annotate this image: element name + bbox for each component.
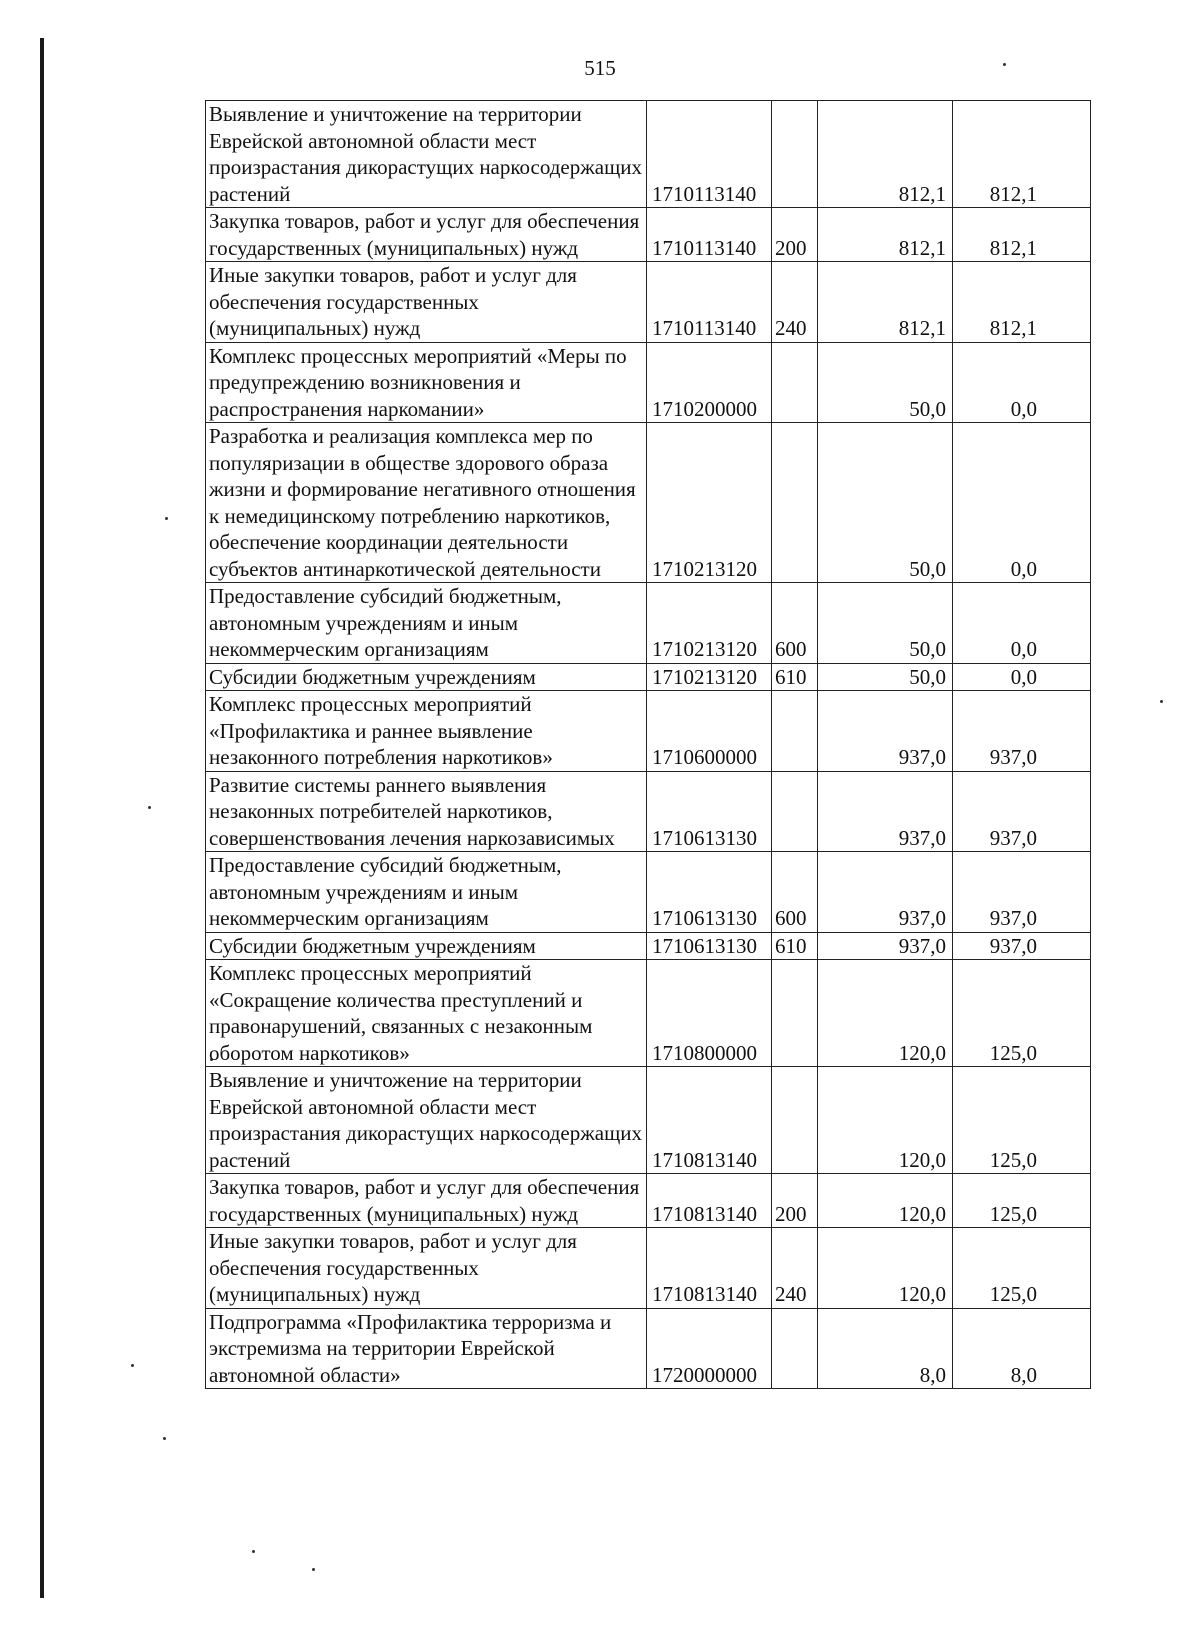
row-expense-type-cell: 200 [772, 1174, 818, 1228]
scan-speck [1003, 63, 1006, 66]
table-row [206, 663, 1091, 691]
table-body [206, 101, 1091, 1389]
row-sum-first-cell: 937,0 [818, 852, 953, 933]
row-target-code-cell: 1710813140 [647, 1067, 772, 1174]
row-sum-first-cell: 120,0 [818, 1228, 953, 1309]
row-sum-first-cell: 937,0 [818, 932, 953, 960]
row-sum-first-cell: 50,0 [818, 342, 953, 423]
table-row [206, 932, 1091, 960]
row-sum-second-cell: 937,0 [953, 771, 1091, 852]
row-name-cell: Комплекс процессных мероприятий «Профилактика и раннее выявление незаконного потребления наркотиков» [206, 691, 647, 772]
row-expense-type-cell [772, 342, 818, 423]
table-row [206, 1228, 1091, 1309]
row-sum-second-cell: 125,0 [953, 960, 1091, 1067]
row-expense-type-cell [772, 1308, 818, 1389]
table-row [206, 852, 1091, 933]
row-expense-type-cell [772, 691, 818, 772]
binding-margin-line [40, 38, 44, 1598]
row-expense-type-cell [772, 1067, 818, 1174]
row-target-code-cell: 1710813140 [647, 1174, 772, 1228]
row-target-code-cell: 1710613130 [647, 771, 772, 852]
row-target-code-cell: 1710113140 [647, 208, 772, 262]
table-row [206, 262, 1091, 343]
row-expense-type-cell [772, 771, 818, 852]
scan-speck [1160, 700, 1163, 703]
row-expense-type-cell: 240 [772, 1228, 818, 1309]
row-sum-second-cell: 937,0 [953, 932, 1091, 960]
row-sum-first-cell: 120,0 [818, 960, 953, 1067]
row-sum-second-cell: 0,0 [953, 583, 1091, 664]
row-target-code-cell: 1710813140 [647, 1228, 772, 1309]
row-target-code-cell: 1710613130 [647, 852, 772, 933]
row-expense-type-cell: 610 [772, 932, 818, 960]
table-row [206, 1174, 1091, 1228]
table-row [206, 960, 1091, 1067]
table-row [206, 208, 1091, 262]
row-sum-first-cell: 8,0 [818, 1308, 953, 1389]
row-sum-first-cell: 50,0 [818, 663, 953, 691]
row-sum-first-cell: 50,0 [818, 423, 953, 583]
scan-speck [252, 1550, 255, 1553]
row-name-cell: Выявление и уничтожение на территории Еврейской автономной области мест произрастания дикорастущих наркосодержащих растений [206, 1067, 647, 1174]
row-name-cell: Субсидии бюджетным учреждениям [206, 663, 647, 691]
row-target-code-cell: 1710113140 [647, 101, 772, 208]
row-expense-type-cell: 610 [772, 663, 818, 691]
row-sum-second-cell: 812,1 [953, 262, 1091, 343]
row-target-code-cell: 1710800000 [647, 960, 772, 1067]
row-sum-second-cell: 0,0 [953, 663, 1091, 691]
row-target-code-cell: 1710213120 [647, 423, 772, 583]
row-sum-second-cell: 0,0 [953, 342, 1091, 423]
row-sum-first-cell: 937,0 [818, 691, 953, 772]
table-row [206, 101, 1091, 208]
scan-speck [131, 1364, 134, 1367]
row-sum-second-cell: 937,0 [953, 852, 1091, 933]
row-sum-first-cell: 812,1 [818, 101, 953, 208]
row-name-cell: Выявление и уничтожение на территории Еврейской автономной области мест произрастания дикорастущих наркосодержащих растений [206, 101, 647, 208]
row-expense-type-cell: 600 [772, 583, 818, 664]
page-number: 515 [584, 56, 616, 80]
row-sum-second-cell: 125,0 [953, 1067, 1091, 1174]
row-name-cell: Субсидии бюджетным учреждениям [206, 932, 647, 960]
scan-speck [148, 806, 151, 809]
table-row [206, 771, 1091, 852]
row-expense-type-cell: 600 [772, 852, 818, 933]
row-expense-type-cell [772, 423, 818, 583]
scan-speck [312, 1568, 315, 1571]
row-name-cell: Комплекс процессных мероприятий «Меры по предупреждению возникновения и распространения наркомании» [206, 342, 647, 423]
row-sum-second-cell: 8,0 [953, 1308, 1091, 1389]
row-target-code-cell: 1710200000 [647, 342, 772, 423]
row-name-cell: Закупка товаров, работ и услуг для обеспечения государственных (муниципальных) нужд [206, 1174, 647, 1228]
scan-speck [163, 1437, 166, 1440]
row-sum-first-cell: 812,1 [818, 208, 953, 262]
row-sum-second-cell: 812,1 [953, 208, 1091, 262]
row-target-code-cell: 1710613130 [647, 932, 772, 960]
row-sum-second-cell: 125,0 [953, 1228, 1091, 1309]
row-sum-second-cell: 0,0 [953, 423, 1091, 583]
row-sum-first-cell: 50,0 [818, 583, 953, 664]
row-sum-second-cell: 125,0 [953, 1174, 1091, 1228]
row-expense-type-cell [772, 101, 818, 208]
row-sum-first-cell: 120,0 [818, 1067, 953, 1174]
row-target-code-cell: 1710113140 [647, 262, 772, 343]
table-row [206, 691, 1091, 772]
row-sum-first-cell: 937,0 [818, 771, 953, 852]
table-row [206, 583, 1091, 664]
row-name-cell: Подпрограмма «Профилактика терроризма и экстремизма на территории Еврейской автономной области» [206, 1308, 647, 1389]
row-target-code-cell: 1720000000 [647, 1308, 772, 1389]
table-row [206, 342, 1091, 423]
row-name-cell: Закупка товаров, работ и услуг для обеспечения государственных (муниципальных) нужд [206, 208, 647, 262]
row-sum-second-cell: 812,1 [953, 101, 1091, 208]
row-target-code-cell: 1710213120 [647, 583, 772, 664]
row-name-cell: Иные закупки товаров, работ и услуг для обеспечения государственных (муниципальных) нужд [206, 1228, 647, 1309]
row-sum-first-cell: 120,0 [818, 1174, 953, 1228]
row-name-cell: Предоставление субсидий бюджетным, автономным учреждениям и иным некоммерческим организациям [206, 852, 647, 933]
table-row [206, 1067, 1091, 1174]
row-name-cell: Комплекс процессных мероприятий «Сокращение количества преступлений и правонарушений, связанных с незаконным оборотом наркотиков» [206, 960, 647, 1067]
row-name-cell: Разработка и реализация комплекса мер по популяризации в обществе здорового образа жизни и формирование негативного отношения к немедицинскому потреблению наркотиков, обеспечение координации деятельности субъектов антинаркотической деятельности [206, 423, 647, 583]
row-expense-type-cell: 240 [772, 262, 818, 343]
scan-speck [165, 517, 168, 520]
row-target-code-cell: 1710213120 [647, 663, 772, 691]
row-name-cell: Иные закупки товаров, работ и услуг для обеспечения государственных (муниципальных) нужд [206, 262, 647, 343]
row-expense-type-cell [772, 960, 818, 1067]
row-name-cell: Развитие системы раннего выявления незаконных потребителей наркотиков, совершенствования лечения наркозависимых [206, 771, 647, 852]
row-expense-type-cell: 200 [772, 208, 818, 262]
row-sum-second-cell: 937,0 [953, 691, 1091, 772]
row-target-code-cell: 1710600000 [647, 691, 772, 772]
row-sum-first-cell: 812,1 [818, 262, 953, 343]
table-row [206, 423, 1091, 583]
budget-table [205, 100, 1091, 1389]
table-row [206, 1308, 1091, 1389]
row-name-cell: Предоставление субсидий бюджетным, автономным учреждениям и иным некоммерческим организациям [206, 583, 647, 664]
